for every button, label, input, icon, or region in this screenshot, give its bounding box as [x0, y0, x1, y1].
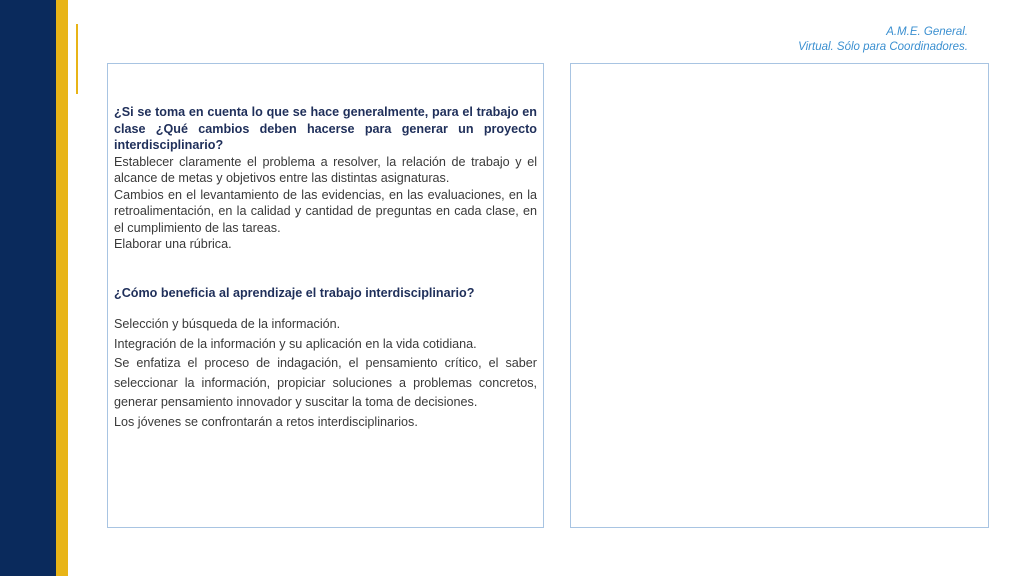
right-empty-panel [570, 63, 989, 528]
left-gold-bar [56, 0, 68, 576]
panel-content [114, 104, 537, 432]
gold-accent-line [76, 24, 78, 94]
left-text-panel [107, 63, 544, 528]
question-2: ¿Cómo beneficia al aprendizaje el trabajo interdisciplinario? [114, 285, 475, 300]
header-line-1: A.M.E. General. [886, 26, 968, 38]
answer-1-paragraph-1: Establecer claramente el problema a resolver, la relación de trabajo y el alcance de metas y objetivos entre las distintas asignaturas. [114, 154, 537, 185]
answer-2-paragraph-3: Se enfatiza el proceso de indagación, el pensamiento crítico, el saber seleccionar la información, propiciar soluciones a problemas concretos, generar pensamiento innovador y suscitar la toma de decisiones. [114, 356, 537, 409]
answer-1-paragraph-3: Elaborar una rúbrica. [114, 237, 232, 251]
left-navy-bar [0, 0, 56, 576]
header-line-2: Virtual. Sólo para Coordinadores. [798, 41, 968, 53]
answer-2-paragraph-4: Los jóvenes se confrontarán a retos interdisciplinarios. [114, 414, 418, 429]
answer-2-paragraph-1: Selección y búsqueda de la información. [114, 317, 341, 331]
question-1: ¿Si se toma en cuenta lo que se hace generalmente, para el trabajo en clase ¿Qué cambios deben hacerse para generar un proyecto interdisciplinario? [114, 105, 537, 152]
answer-1-paragraph-2: Cambios en el levantamiento de las evidencias, en las evaluaciones, en la retroalimentación, en la calidad y cantidad de preguntas en cada clase, en el cumplimiento de las tareas. [114, 187, 537, 235]
slide-header [798, 25, 968, 55]
answer-2-paragraph-2: Integración de la información y su aplicación en la vida cotidiana. [114, 336, 477, 351]
